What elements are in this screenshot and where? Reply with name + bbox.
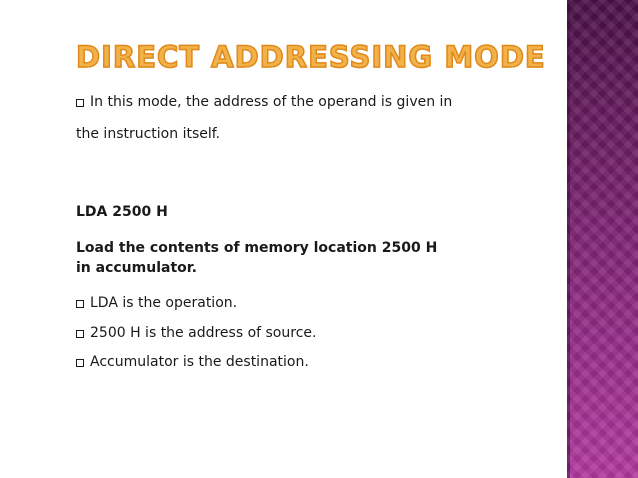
- intro-line-1: In this mode, the address of the operand is given in: [90, 94, 453, 110]
- instruction-description: Load the contents of memory location 2500 H in accumulator.: [76, 240, 438, 276]
- bullet-item: [76, 352, 309, 372]
- square-bullet-icon: [76, 330, 84, 338]
- decorative-side-band: [567, 0, 638, 478]
- instruction-text: LDA 2500 H: [76, 204, 168, 220]
- bullet-item: [76, 323, 316, 343]
- bullet-text: Accumulator is the destination.: [90, 354, 309, 370]
- square-bullet-icon: [76, 359, 84, 367]
- slide-title: DIRECT ADDRESSING MODE: [76, 40, 546, 74]
- bullet-text: 2500 H is the address of source.: [90, 325, 317, 341]
- bullet-text: LDA is the operation.: [90, 295, 238, 311]
- intro-line-2: the instruction itself.: [76, 126, 221, 142]
- intro-bullet: [76, 92, 452, 112]
- square-bullet-icon: [76, 99, 84, 107]
- bullet-item: [76, 293, 237, 313]
- square-bullet-icon: [76, 300, 84, 308]
